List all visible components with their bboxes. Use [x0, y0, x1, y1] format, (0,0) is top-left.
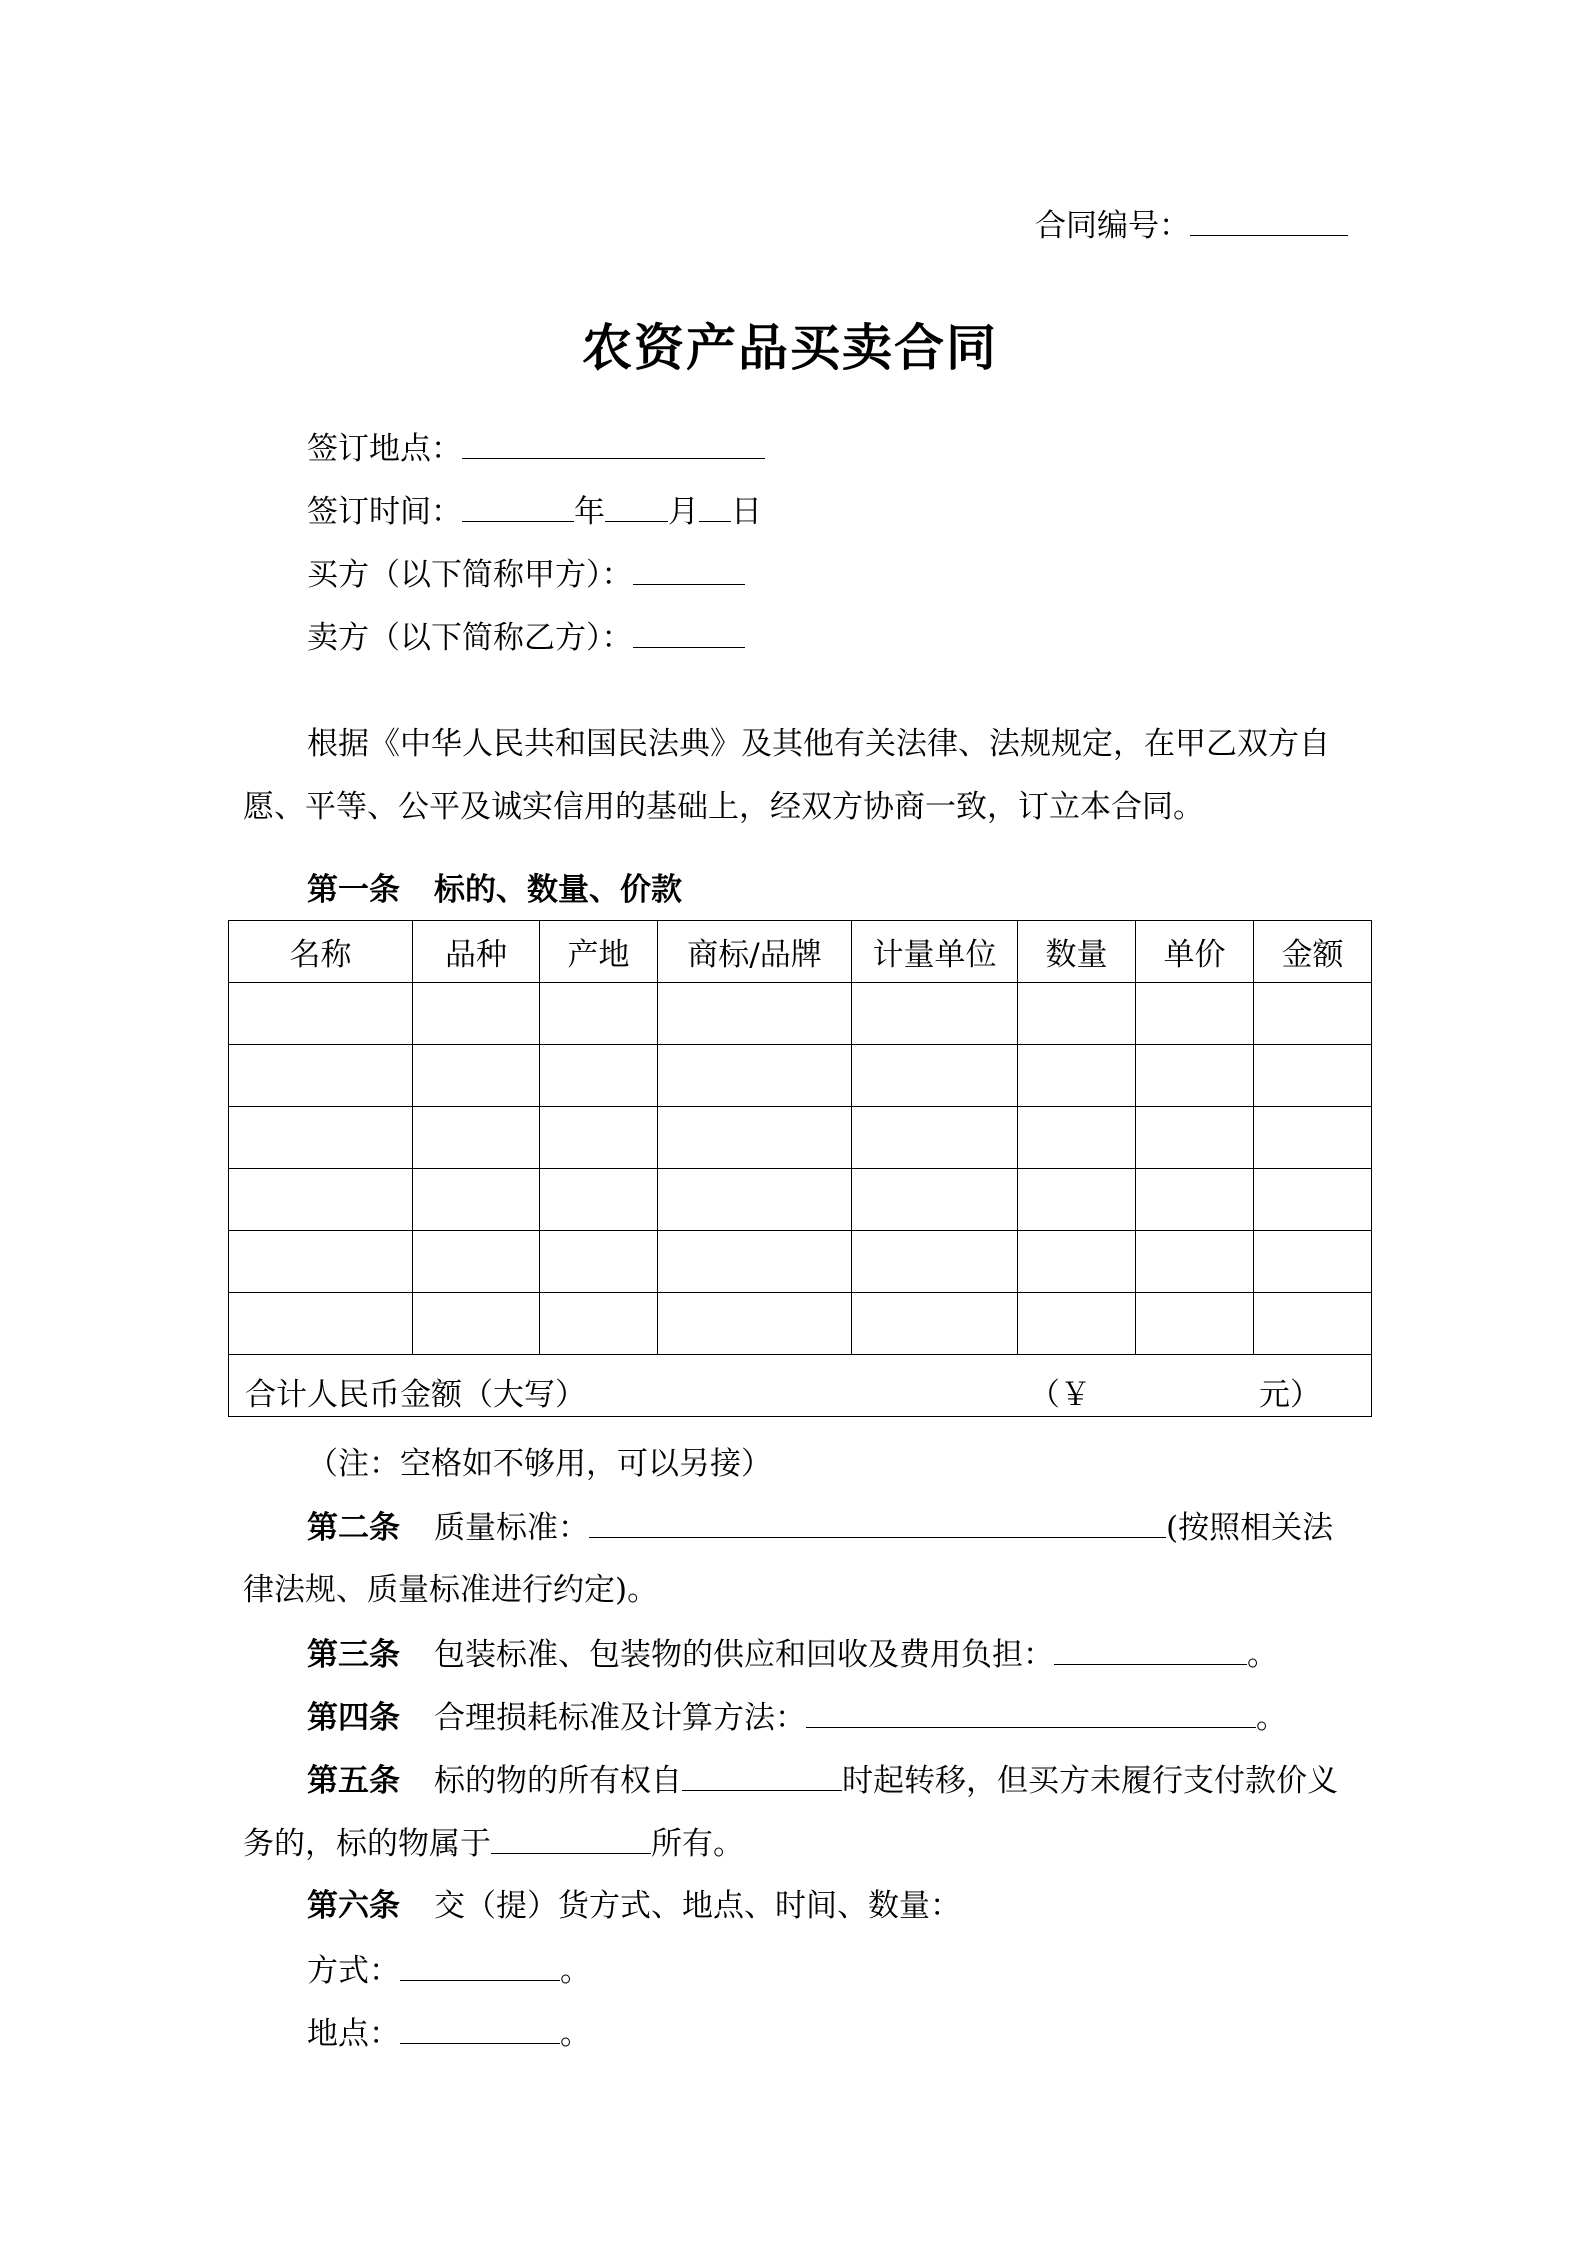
article-5-text: 标的物的所有权自 [434, 1763, 682, 1799]
table-cell[interactable] [229, 1293, 413, 1355]
seller-line [307, 617, 745, 658]
total-yuan-symbol: （￥ [1029, 1377, 1091, 1413]
table-cell[interactable] [1018, 1045, 1136, 1107]
table-row [229, 1293, 1372, 1355]
table-note: （注：空格如不够用，可以另接） [307, 1446, 772, 1482]
ownership-transfer-blank[interactable] [682, 1760, 842, 1791]
table-cell[interactable] [1136, 983, 1254, 1045]
table-cell[interactable] [229, 1045, 413, 1107]
delivery-place-label: 地点： [307, 2016, 400, 2052]
contract-number-blank[interactable] [1190, 205, 1348, 236]
header-brand: 商标/品牌 [658, 921, 852, 983]
table-cell[interactable] [658, 1169, 852, 1231]
delivery-place-end: 。 [560, 2016, 591, 2052]
table-row [229, 1045, 1372, 1107]
table-cell[interactable] [540, 1293, 658, 1355]
table-cell[interactable] [229, 1107, 413, 1169]
header-amount: 金额 [1254, 921, 1372, 983]
article-3-end: 。 [1247, 1637, 1278, 1673]
table-cell[interactable] [1136, 1169, 1254, 1231]
article-1-heading [307, 870, 682, 910]
table-cell[interactable] [658, 1107, 852, 1169]
delivery-method-line [307, 1950, 591, 1991]
packaging-blank[interactable] [1054, 1634, 1247, 1665]
buyer-label: 买方（以下简称甲方）： [307, 557, 633, 593]
table-cell[interactable] [540, 1169, 658, 1231]
table-row [229, 1231, 1372, 1293]
table-cell[interactable] [229, 1169, 413, 1231]
table-cell[interactable] [1136, 1231, 1254, 1293]
table-cell[interactable] [1018, 983, 1136, 1045]
article-5-line-2 [243, 1823, 744, 1864]
article-2-tail: (按照相关法 [1166, 1510, 1334, 1546]
table-cell[interactable] [413, 1045, 540, 1107]
table-row [229, 1107, 1372, 1169]
loss-standard-blank[interactable] [806, 1697, 1256, 1728]
year-label: 年 [574, 494, 605, 530]
article-2-number: 第二条 [307, 1510, 400, 1546]
table-row [229, 1169, 1372, 1231]
total-label: 合计人民币金额（大写） [245, 1377, 586, 1413]
ownership-owner-blank[interactable] [491, 1823, 651, 1854]
table-header-row [229, 921, 1372, 983]
year-blank[interactable] [462, 491, 574, 522]
table-cell[interactable] [413, 1107, 540, 1169]
article-5-number: 第五条 [307, 1763, 400, 1799]
delivery-method-blank[interactable] [400, 1950, 560, 1981]
table-cell[interactable] [229, 1231, 413, 1293]
quality-standard-blank[interactable] [589, 1507, 1166, 1538]
delivery-place-line [307, 2013, 591, 2054]
table-cell[interactable] [852, 1169, 1018, 1231]
article-4-end: 。 [1256, 1700, 1287, 1736]
table-cell[interactable] [852, 1293, 1018, 1355]
month-label: 月 [668, 494, 699, 530]
table-cell[interactable] [540, 1107, 658, 1169]
table-cell[interactable] [413, 983, 540, 1045]
table-cell[interactable] [1254, 1293, 1372, 1355]
article-6-number: 第六条 [307, 1888, 400, 1924]
delivery-place-blank[interactable] [400, 2013, 560, 2044]
header-name: 名称 [229, 921, 413, 983]
day-blank[interactable] [699, 491, 731, 522]
delivery-method-end: 。 [560, 1953, 591, 1989]
article-3-text: 包装标准、包装物的供应和回收及费用负担： [434, 1637, 1054, 1673]
table-cell[interactable] [658, 1231, 852, 1293]
total-cell[interactable] [229, 1355, 1372, 1417]
table-cell[interactable] [1136, 1045, 1254, 1107]
article-2-text: 质量标准： [434, 1510, 589, 1546]
seller-label: 卖方（以下简称乙方）： [307, 620, 633, 656]
table-cell[interactable] [1254, 1107, 1372, 1169]
page-title: 农资产品买卖合同 [582, 318, 998, 377]
article-1-number: 第一条 [307, 872, 400, 908]
article-2-line [307, 1507, 1333, 1548]
table-cell[interactable] [1254, 983, 1372, 1045]
day-label: 日 [731, 494, 762, 530]
table-cell[interactable] [1018, 1107, 1136, 1169]
table-cell[interactable] [1018, 1231, 1136, 1293]
article-3-number: 第三条 [307, 1637, 400, 1673]
buyer-line [307, 554, 745, 595]
table-cell[interactable] [1254, 1231, 1372, 1293]
table-cell[interactable] [852, 1107, 1018, 1169]
table-cell[interactable] [540, 1231, 658, 1293]
table-cell[interactable] [540, 983, 658, 1045]
table-cell[interactable] [852, 1045, 1018, 1107]
sign-time-label: 签订时间： [307, 494, 462, 530]
article-6-line [307, 1886, 961, 1926]
article-1-title: 标的、数量、价款 [434, 872, 682, 908]
table-cell[interactable] [658, 1293, 852, 1355]
header-unit: 计量单位 [852, 921, 1018, 983]
article-2-line-2: 律法规、质量标准进行约定)。 [243, 1572, 659, 1608]
contract-number-line [1035, 205, 1348, 246]
month-blank[interactable] [605, 491, 668, 522]
table-cell[interactable] [413, 1231, 540, 1293]
article-4-text: 合理损耗标准及计算方法： [434, 1700, 806, 1736]
table-cell[interactable] [1018, 1169, 1136, 1231]
table-cell[interactable] [1018, 1293, 1136, 1355]
table-cell[interactable] [1136, 1293, 1254, 1355]
total-yuan-end: 元） [1259, 1377, 1321, 1413]
table-row [229, 983, 1372, 1045]
contract-number-label: 合同编号： [1035, 208, 1190, 244]
header-origin: 产地 [540, 921, 658, 983]
article-6-text: 交（提）货方式、地点、时间、数量： [434, 1888, 961, 1924]
header-unit-price: 单价 [1136, 921, 1254, 983]
table-cell[interactable] [658, 1045, 852, 1107]
items-table [228, 920, 1372, 1417]
total-row [229, 1355, 1372, 1417]
table-cell[interactable] [1136, 1107, 1254, 1169]
article-5-tail: 时起转移，但买方未履行支付款价义 [842, 1763, 1338, 1799]
table-cell[interactable] [540, 1045, 658, 1107]
header-variety: 品种 [413, 921, 540, 983]
preamble-line-2: 愿、平等、公平及诚实信用的基础上，经双方协商一致，订立本合同。 [243, 789, 1204, 825]
buyer-blank[interactable] [633, 554, 745, 585]
table-cell[interactable] [658, 983, 852, 1045]
table-cell[interactable] [413, 1169, 540, 1231]
preamble-line-1: 根据《中华人民共和国民法典》及其他有关法律、法规规定，在甲乙双方自 [307, 726, 1330, 762]
sign-place-label: 签订地点： [307, 431, 462, 467]
table-cell[interactable] [229, 983, 413, 1045]
article-5-line-2-b: 所有。 [651, 1826, 744, 1862]
table-cell[interactable] [1254, 1045, 1372, 1107]
sign-time-line [307, 491, 762, 532]
sign-place-blank[interactable] [462, 428, 765, 459]
table-cell[interactable] [413, 1293, 540, 1355]
seller-blank[interactable] [633, 617, 745, 648]
header-quantity: 数量 [1018, 921, 1136, 983]
article-4-line [307, 1697, 1287, 1738]
article-5-line [307, 1760, 1338, 1801]
sign-place-line [307, 428, 765, 469]
table-cell[interactable] [852, 1231, 1018, 1293]
delivery-method-label: 方式： [307, 1953, 400, 1989]
table-cell[interactable] [852, 983, 1018, 1045]
article-5-line-2-a: 务的，标的物属于 [243, 1826, 491, 1862]
article-3-line [307, 1634, 1278, 1675]
table-cell[interactable] [1254, 1169, 1372, 1231]
article-4-number: 第四条 [307, 1700, 400, 1736]
